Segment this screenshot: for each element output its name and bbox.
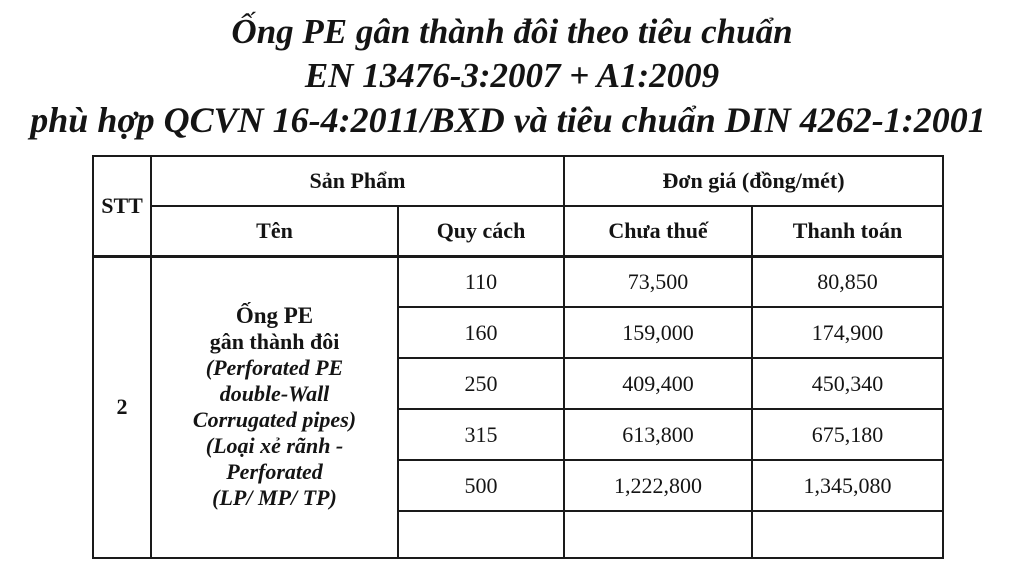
- spec-cell: 110: [398, 256, 564, 307]
- product-name-line: Corrugated pipes): [192, 407, 357, 433]
- spec-cell: 500: [398, 460, 564, 511]
- pre-tax-cell: 409,400: [564, 358, 752, 409]
- spec-cell: 315: [398, 409, 564, 460]
- product-name-line: (Loại xẻ rãnh -: [205, 433, 344, 459]
- spec-cell: 250: [398, 358, 564, 409]
- header-pre-tax: Chưa thuế: [564, 206, 752, 256]
- header-product: Sản Phẩm: [151, 156, 564, 206]
- spec-cell: [398, 511, 564, 558]
- pre-tax-cell: 159,000: [564, 307, 752, 358]
- product-name: [151, 256, 398, 558]
- total-cell: 675,180: [752, 409, 943, 460]
- title-line-2: EN 13476-3:2007 + A1:2009: [304, 56, 720, 95]
- total-cell: 450,340: [752, 358, 943, 409]
- title-line-1: Ống PE gân thành đôi theo tiêu chuẩn: [231, 12, 793, 51]
- table-row: [93, 256, 943, 307]
- header-spec: Quy cách: [398, 206, 564, 256]
- header-stt: STT: [93, 156, 151, 256]
- pre-tax-cell: 613,800: [564, 409, 752, 460]
- spec-cell: 160: [398, 307, 564, 358]
- price-table: [92, 155, 944, 559]
- total-cell: 1,345,080: [752, 460, 943, 511]
- header-total: Thanh toán: [752, 206, 943, 256]
- product-name-line: gân thành đôi: [209, 329, 340, 355]
- total-cell: [752, 511, 943, 558]
- title-line-3: phù hợp QCVN 16-4:2011/BXD và tiêu chuẩn DIN 4262-1:2001: [30, 100, 986, 140]
- pre-tax-cell: 73,500: [564, 256, 752, 307]
- product-name-line: (Perforated PE: [205, 355, 344, 381]
- header-name: Tên: [151, 206, 398, 256]
- product-name-line: (LP/ MP/ TP): [212, 485, 337, 511]
- total-cell: 80,850: [752, 256, 943, 307]
- product-name-line: double-Wall: [219, 381, 330, 407]
- pre-tax-cell: 1,222,800: [564, 460, 752, 511]
- pre-tax-cell: [564, 511, 752, 558]
- total-cell: 174,900: [752, 307, 943, 358]
- product-name-line: Perforated: [226, 459, 323, 485]
- product-name-line: Ống PE: [235, 303, 314, 329]
- stt-value: 2: [93, 256, 151, 558]
- header-price: Đơn giá (đồng/mét): [564, 156, 943, 206]
